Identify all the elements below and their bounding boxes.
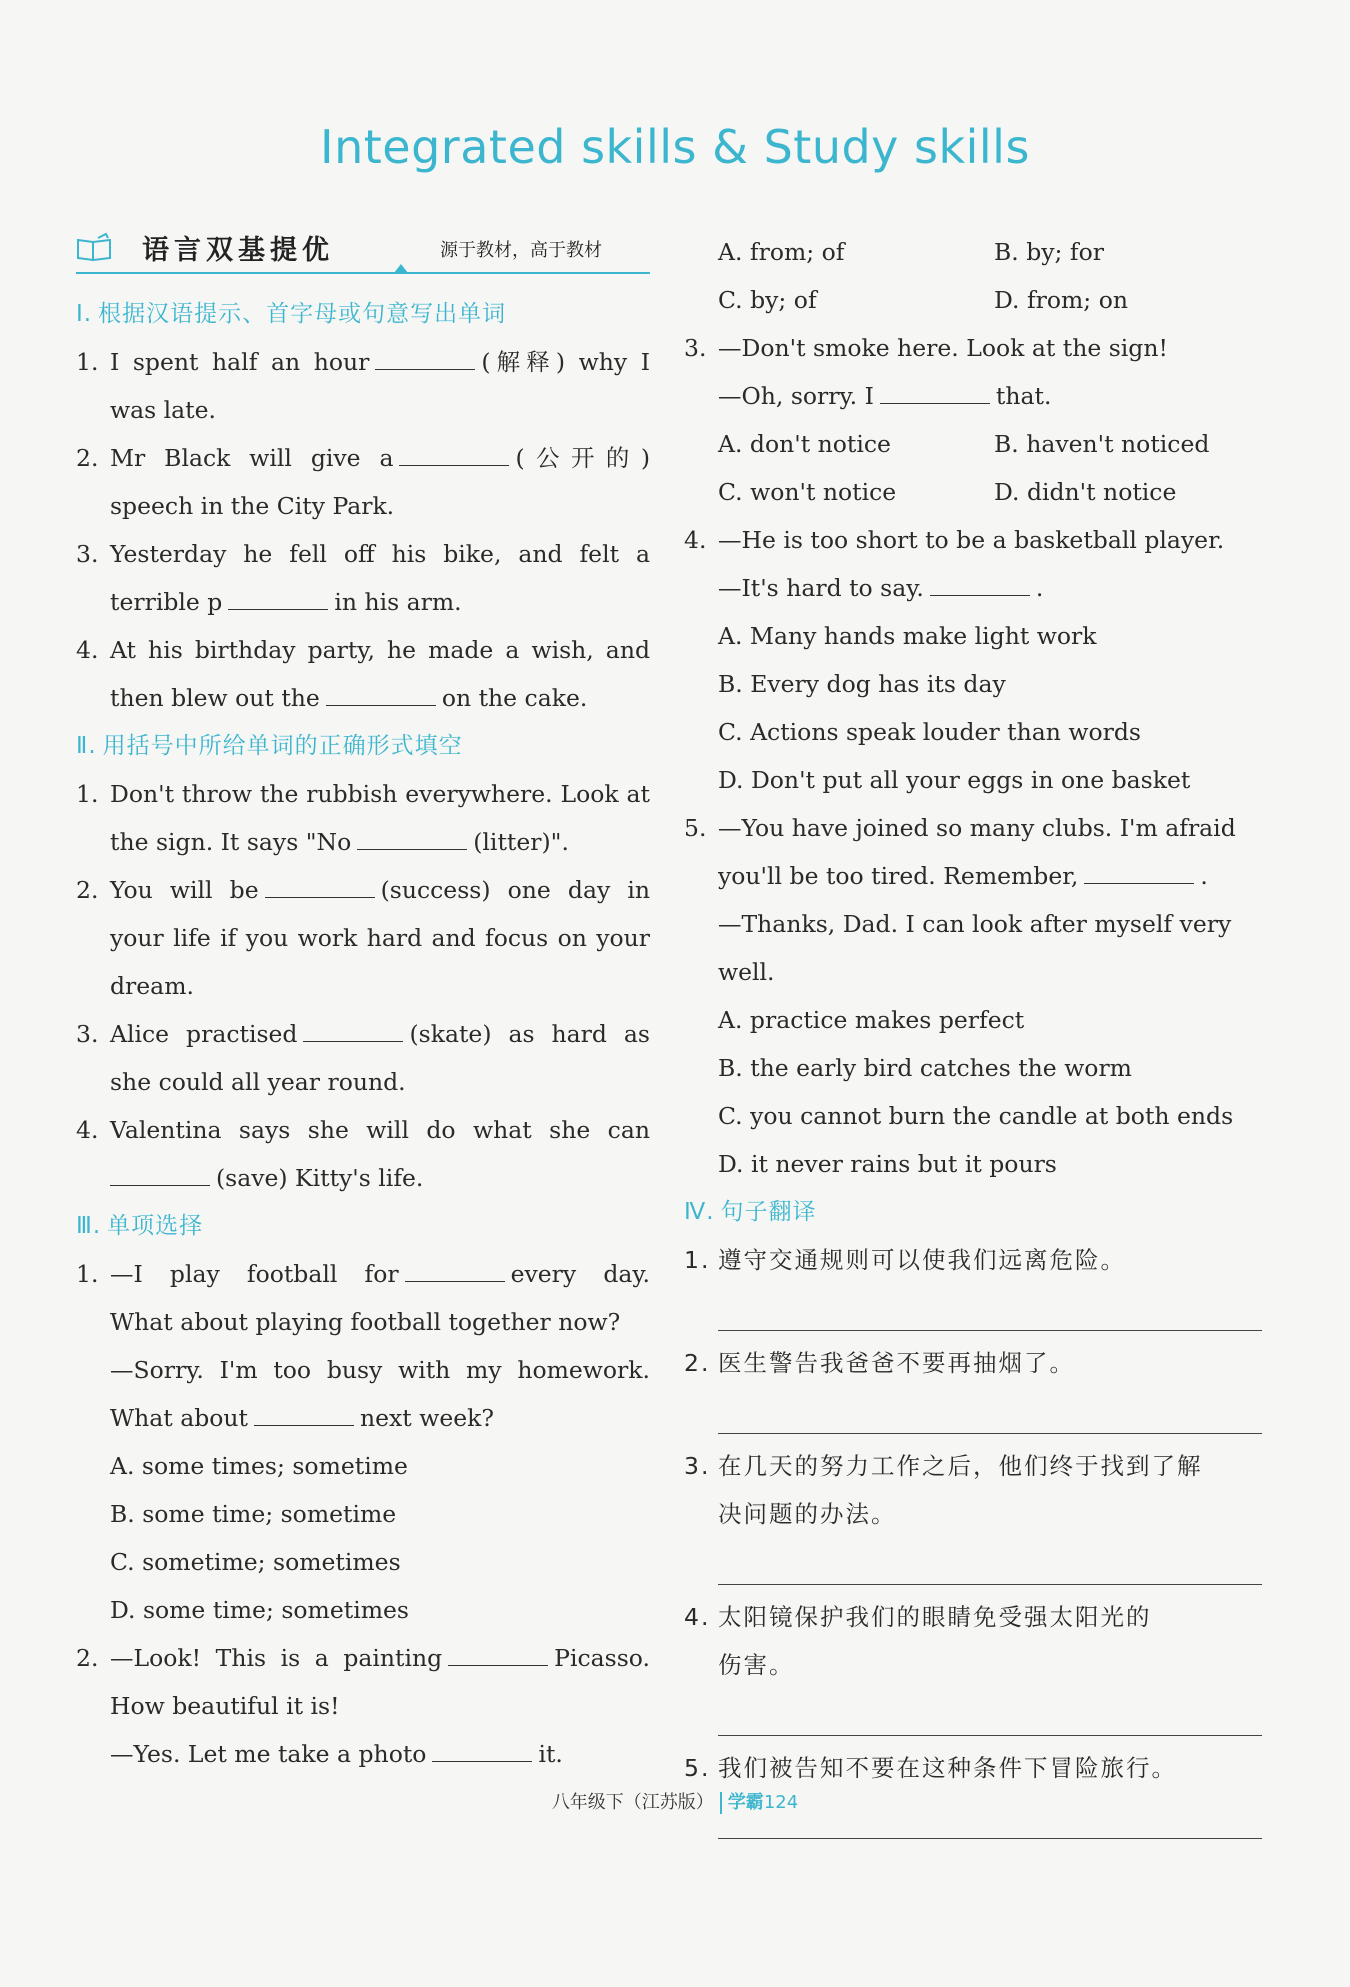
- answer-blank[interactable]: [375, 345, 475, 370]
- option[interactable]: D. some time; sometimes: [110, 1596, 409, 1624]
- book-icon: [76, 232, 112, 262]
- question-line: your life if you work hard and focus on your: [110, 924, 650, 952]
- question-line: 4. 太阳镜保护我们的眼睛免受强太阳光的: [684, 1603, 1152, 1631]
- question-line: 3. Yesterday he fell off his bike, and felt a: [76, 540, 650, 568]
- answer-blank[interactable]: [448, 1641, 548, 1666]
- answer-blank[interactable]: [357, 825, 467, 850]
- answer-line[interactable]: [718, 1284, 1262, 1331]
- question-line: How beautiful it is!: [110, 1692, 340, 1720]
- option[interactable]: D. didn't notice: [994, 478, 1177, 506]
- question-line: 1. Don't throw the rubbish everywhere. Look at: [76, 780, 650, 808]
- question-line: 2. You will be (success) one day in: [76, 866, 650, 914]
- question-line: was late.: [110, 396, 217, 424]
- triangle-marker: [394, 264, 408, 273]
- answer-blank[interactable]: [1084, 859, 1194, 884]
- answer-blank[interactable]: [880, 379, 990, 404]
- question-line: terrible p in his arm.: [76, 578, 650, 626]
- question-line: —Oh, sorry. I that.: [684, 372, 1262, 420]
- question-line: —Sorry. I'm too busy with my homework.: [110, 1356, 650, 1384]
- left-column: [76, 228, 650, 1778]
- header-title: 语言双基提优: [142, 235, 334, 266]
- question-line: 1. I spent half an hour (解释) why I: [76, 338, 650, 386]
- option[interactable]: B. by; for: [994, 238, 1104, 266]
- answer-blank[interactable]: [110, 1161, 210, 1186]
- question-line: 1. —I play football for every day.: [76, 1250, 650, 1298]
- page-number: 124: [763, 1792, 799, 1813]
- option[interactable]: A. from; of: [718, 238, 845, 266]
- question-line: then blew out the on the cake.: [76, 674, 650, 722]
- answer-blank[interactable]: [254, 1401, 354, 1426]
- question-line: 4. —He is too short to be a basketball player.: [684, 526, 1225, 554]
- question-line: 5. —You have joined so many clubs. I'm afraid: [684, 814, 1236, 842]
- question-line: dream.: [110, 972, 194, 1000]
- option[interactable]: D. Don't put all your eggs in one basket: [718, 766, 1191, 794]
- question-line: 4. At his birthday party, he made a wish, and: [76, 636, 650, 664]
- section-4-heading: Ⅳ. 句子翻译: [684, 1199, 817, 1225]
- question-line: What about next week?: [76, 1394, 650, 1442]
- page-footer: [0, 1788, 1350, 1814]
- option-row: [684, 420, 1262, 468]
- option[interactable]: C. Actions speak louder than words: [718, 718, 1141, 746]
- question-line: 3. —Don't smoke here. Look at the sign!: [684, 334, 1168, 362]
- option[interactable]: C. sometime; sometimes: [110, 1548, 401, 1576]
- answer-blank[interactable]: [399, 441, 509, 466]
- question-line: 3. 在几天的努力工作之后，他们终于找到了解: [684, 1452, 1203, 1480]
- answer-blank[interactable]: [405, 1257, 505, 1282]
- section-1-heading: Ⅰ. 根据汉语提示、首字母或句意写出单词: [76, 301, 507, 327]
- option[interactable]: B. some time; sometime: [110, 1500, 397, 1528]
- answer-blank[interactable]: [228, 585, 328, 610]
- option[interactable]: C. won't notice: [718, 478, 897, 506]
- question-line: —Yes. Let me take a photo it.: [76, 1730, 650, 1778]
- question-line: 2. Mr Black will give a (公开的): [76, 434, 650, 482]
- question-line: 4. Valentina says she will do what she can: [76, 1116, 650, 1144]
- right-column: [684, 228, 1262, 1847]
- option[interactable]: B. Every dog has its day: [718, 670, 1006, 698]
- question-line: 2. 医生警告我爸爸不要再抽烟了。: [684, 1349, 1075, 1377]
- question-line: she could all year round.: [110, 1068, 406, 1096]
- question-line: 5. 我们被告知不要在这种条件下冒险旅行。: [684, 1754, 1177, 1782]
- question-line: 3. Alice practised (skate) as hard as: [76, 1010, 650, 1058]
- question-line: speech in the City Park.: [110, 492, 395, 520]
- option[interactable]: A. Many hands make light work: [718, 622, 1097, 650]
- section-3-heading: Ⅲ. 单项选择: [76, 1213, 204, 1239]
- option[interactable]: A. practice makes perfect: [718, 1006, 1025, 1034]
- option[interactable]: C. by; of: [718, 286, 817, 314]
- question-line: you'll be too tired. Remember, .: [684, 852, 1262, 900]
- answer-line[interactable]: [718, 1387, 1262, 1434]
- option[interactable]: B. haven't noticed: [994, 430, 1210, 458]
- option[interactable]: A. some times; sometime: [110, 1452, 408, 1480]
- option[interactable]: D. it never rains but it pours: [718, 1150, 1057, 1178]
- option[interactable]: A. don't notice: [718, 430, 891, 458]
- header-subtitle: 源于教材，高于教材: [440, 240, 602, 261]
- option[interactable]: B. the early bird catches the worm: [718, 1054, 1132, 1082]
- answer-blank[interactable]: [326, 681, 436, 706]
- question-line: —Thanks, Dad. I can look after myself very: [718, 910, 1232, 938]
- page-title: Integrated skills & Study skills: [320, 120, 1030, 174]
- question-line: well.: [718, 958, 775, 986]
- option-row: [684, 468, 1262, 516]
- footer-divider: [720, 1792, 722, 1814]
- question-line: What about playing football together now?: [110, 1308, 621, 1336]
- option[interactable]: D. from; on: [994, 286, 1128, 314]
- answer-blank[interactable]: [432, 1737, 532, 1762]
- answer-blank[interactable]: [303, 1017, 403, 1042]
- section-2-heading: Ⅱ. 用括号中所给单词的正确形式填空: [76, 733, 463, 759]
- option[interactable]: C. you cannot burn the candle at both ends: [718, 1102, 1234, 1130]
- question-line: 伤害。: [718, 1651, 795, 1679]
- option-row: [684, 276, 1262, 324]
- question-line: 决问题的办法。: [718, 1500, 897, 1528]
- question-line: (save) Kitty's life.: [76, 1154, 650, 1202]
- answer-blank[interactable]: [930, 571, 1030, 596]
- question-line: the sign. It says "No (litter)".: [76, 818, 650, 866]
- option-row: [684, 228, 1262, 276]
- footer-brand: 学霸: [727, 1792, 764, 1813]
- question-line: —It's hard to say. .: [684, 564, 1262, 612]
- question-line: 2. —Look! This is a painting Picasso.: [76, 1634, 650, 1682]
- footer-grade: 八年级下（江苏版）: [551, 1792, 714, 1813]
- question-line: 1. 遵守交通规则可以使我们远离危险。: [684, 1246, 1126, 1274]
- answer-blank[interactable]: [265, 873, 375, 898]
- section-header: [76, 228, 650, 274]
- answer-line[interactable]: [718, 1689, 1262, 1736]
- answer-line[interactable]: [718, 1538, 1262, 1585]
